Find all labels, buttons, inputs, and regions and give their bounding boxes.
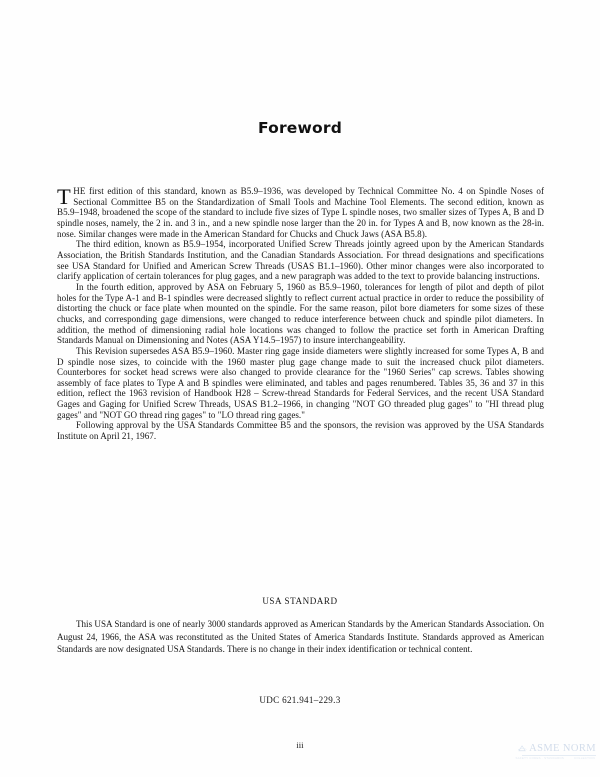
watermark-sub-left: SAFETY CODES · STANDARDS	[515, 756, 565, 760]
drop-cap: T	[57, 184, 71, 209]
foreword-paragraph-1-text: HE first edition of this standard, known as B5.9–1936, was developed by Technical Committee No. 4 on Spindle Noses of Sectional Committee B5 on the Standardization of Small Tools and Machine Tool Elements. The second edition, known as B5.9–1948, broadened the scope of the standard to include five sizes of Type L spindle noses, two smaller sizes of Types A, B and D spindle noses, namely, the 2 in. and 3 in., and a new spindle nose larger than the 20 in. for Types A and B, now known as the 28-in. nose. Similar changes were made in the American Standard for Chucks and Chuck Jaws (ASA B5.8).	[57, 186, 544, 239]
udc-classification: UDC 621.941–229.3	[259, 695, 341, 705]
foreword-paragraph-4: This Revision supersedes ASA B5.9–1960. Master ring gage inside diameters were slightly increased for some Types A, B and D spindle nose sizes, to coincide with the 1960 master plug gage change made to suit the increased chuck pilot diameters. Counterbores for socket head screws were also changed to provide clearance for the "1960 Series" cap screws. Tables showing assembly of face plates to Type A and B spindles were eliminated, and tables and pages renumbered. Tables 35, 36 and 37 in this edition, reflect the 1963 revision of Handbook H28 – Screw-thread Standards for Federal Services, and the recent USA Standard Gages and Gaging for Unified Screw Threads, USAS B1.2–1966, in changing "NOT GO threaded plug gages" to "HI thread plug gages" and "NOT GO thread ring gages" to "LO thread ring gages."	[57, 345, 544, 420]
watermark-text: ASME NORM	[529, 743, 596, 754]
foreword-paragraph-1	[57, 186, 544, 239]
watermark-sub-right: COLLECTION	[574, 756, 595, 760]
usa-standard-heading: USA STANDARD	[262, 596, 338, 606]
usa-standard-body	[57, 618, 544, 656]
watermark-divider	[522, 755, 596, 756]
usa-standard-paragraph: This USA Standard is one of nearly 3000 standards approved as American Standards by the American Standards Association. On August 24, 1966, the ASA was reconstituted as the United States of America Standards Institute. Standards approved as American Standards are now designated USA Standards. There is no change in their index identification or technical content.	[57, 619, 544, 655]
foreword-paragraph-5: Following approval by the USA Standards Committee B5 and the sponsors, the revision was approved by the USA Standards Institute on April 21, 1967.	[57, 420, 544, 442]
foreword-body	[57, 186, 544, 442]
page-number: iii	[296, 740, 304, 750]
foreword-paragraph-3: In the fourth edition, approved by ASA on February 5, 1960 as B5.9–1960, tolerances for length of pilot and depth of pilot holes for the Type A-1 and B-1 spindles were decreased slightly to reflect current actual practice in order to reduce the possibility of distorting the chuck or face plate when mounted on the spindle. For the same reason, pilot bore diameters for some sizes of these chucks, and corresponding gage dimensions, were changed to reduce interference between chuck and spindle pilot diameters. In addition, the method of dimensioning radial hole locations was changed to follow the practice set forth in American Drafting Standards Manual on Dimensioning and Notes (ASA Y14.5–1957) to insure interchangeability.	[57, 281, 544, 346]
page-title: Foreword	[257, 119, 343, 137]
foreword-paragraph-2: The third edition, known as B5.9–1954, incorporated Unified Screw Threads jointly agreed upon by the American Standards Association, the British Standards Institution, and the Canadian Standards Association. For thread designations and specifications see USA Standard for Unified and American Screw Threads (USAS B1.1–1960). Other minor changes were also incorporated to clarify application of certain tolerances for plug gages, and a new paragraph was added to the text to provide balancing instructions.	[57, 239, 544, 282]
watermark-subtitle	[504, 756, 596, 760]
